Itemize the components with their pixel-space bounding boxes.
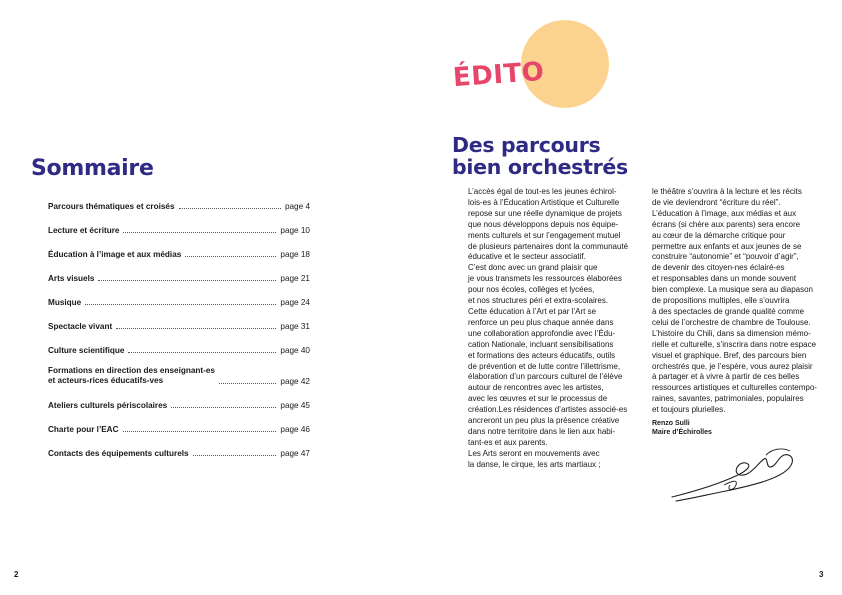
text-line: que nous développons depuis nos équipe- — [468, 219, 619, 229]
toc-leader — [219, 383, 276, 384]
toc-label: Contacts des équipements culturels — [48, 449, 189, 458]
toc-label: Lecture et écriture — [48, 226, 120, 235]
text-line: C’est donc avec un grand plaisir que — [468, 263, 598, 273]
text-line: de plusieurs partenaires dont la communauté — [468, 241, 629, 251]
text-line: visuel et graphique. Bref, des parcours bien — [652, 350, 807, 360]
text-line: orchestrés que, je l’espère, vous aurez plaisir — [652, 361, 813, 371]
edito-kicker: ÉDITO — [452, 56, 546, 94]
text-line: au cœur de la démarche critique pour — [652, 230, 786, 240]
toc-entry[interactable] — [48, 312, 310, 331]
toc-label: Parcours thématiques et croisés — [48, 202, 175, 211]
toc-entry[interactable] — [48, 288, 310, 307]
toc-page: page 46 — [280, 425, 310, 434]
text-line: dans notre territoire dans le lien aux habi- — [468, 426, 616, 436]
text-line: L’histoire du Chili, dans sa dimension mémo- — [652, 328, 811, 338]
page-number: 3 — [819, 570, 824, 579]
text-line: création.Les résidences d’artistes associé-es — [468, 405, 628, 415]
toc-leader — [193, 455, 277, 456]
edito-title — [452, 134, 712, 178]
toc-label-line2: et acteurs-rices éducatifs-ves — [48, 376, 164, 385]
text-line: repose sur une réelle dynamique de projets — [468, 208, 622, 218]
text-line: et toujours plurielles. — [652, 405, 726, 415]
toc-leader — [179, 208, 281, 209]
toc-page: page 31 — [280, 322, 310, 331]
right-page — [421, 0, 842, 595]
text-line: le théâtre s’ouvrira à la lecture et les récits — [652, 187, 802, 196]
toc-entry[interactable] — [48, 360, 310, 386]
toc-title: Sommaire — [31, 156, 154, 181]
table-of-contents — [48, 192, 310, 463]
text-line: à partager et à vivre à partir de ces belles — [652, 372, 800, 382]
page-number: 2 — [14, 570, 19, 579]
toc-entry[interactable] — [48, 240, 310, 259]
text-line: de propositions multiples, elle s’ouvrira — [652, 296, 790, 306]
text-line: raines, savantes, patrimoniales, populaires — [652, 394, 804, 404]
toc-entry[interactable] — [48, 192, 310, 211]
toc-leader — [128, 352, 276, 353]
toc-entry[interactable] — [48, 439, 310, 458]
handwritten-signature — [666, 445, 806, 505]
text-line: Les Arts seront en mouvements avec — [468, 448, 600, 458]
toc-label: Culture scientifique — [48, 346, 125, 355]
title-line: Des parcours — [452, 133, 601, 157]
toc-leader — [98, 280, 276, 281]
text-line: rielle et culturelle, s’inscrira dans notre espace — [652, 339, 817, 349]
text-line: ressources artistiques et culturelles contempo- — [652, 383, 817, 393]
text-line: autour de rencontres avec les artistes, — [468, 383, 604, 393]
text-line: ments culturels et sur l’engagement mutuel — [468, 230, 621, 240]
text-line: éducative et le secteur associatif. — [468, 252, 586, 262]
toc-entry[interactable] — [48, 336, 310, 355]
signer-role: Maire d’Échirolles — [652, 429, 712, 437]
text-line: L’éducation à l’image, aux médias et aux — [652, 208, 797, 218]
toc-label: Musique — [48, 298, 82, 307]
text-line: et responsables dans un monde souvent — [652, 274, 797, 284]
text-column-1 — [468, 187, 646, 471]
toc-label: Éducation à l’image et aux médias — [48, 250, 182, 259]
toc-label: Spectacle vivant — [48, 322, 113, 331]
toc-page: page 42 — [280, 377, 310, 386]
toc-page: page 40 — [280, 346, 310, 355]
signer-name: Renzo Sulli — [652, 420, 690, 428]
toc-leader — [171, 407, 276, 408]
toc-entry[interactable] — [48, 391, 310, 410]
toc-leader — [185, 256, 276, 257]
toc-leader — [85, 304, 276, 305]
toc-leader — [123, 232, 276, 233]
column-2-lines — [652, 187, 830, 416]
toc-page: page 10 — [280, 226, 310, 235]
toc-page: page 21 — [280, 274, 310, 283]
toc-page: page 4 — [284, 202, 310, 211]
text-line: permettre aux enfants et aux jeunes de se — [652, 241, 802, 251]
text-line: cation Nationale, incluant sensibilisations — [468, 339, 614, 349]
toc-label — [48, 366, 215, 386]
text-line: élaboration d’un parcours culturel de l’élève — [468, 372, 623, 382]
toc-leader — [116, 328, 276, 329]
toc-page: page 47 — [280, 449, 310, 458]
title-line: bien orchestrés — [452, 155, 628, 179]
toc-label-line1: Formations en direction des enseignant-es — [48, 366, 215, 375]
toc-label: Charte pour l’EAC — [48, 425, 119, 434]
toc-label: Arts visuels — [48, 274, 95, 283]
text-line: avec les œuvres et sur le processus de — [468, 394, 608, 404]
text-line: une collaboration approfondie avec l’Édu- — [468, 328, 616, 338]
toc-page: page 18 — [280, 250, 310, 259]
text-line: Cette éducation à l’Art et par l’Art se — [468, 306, 597, 316]
text-line: de devenir des citoyen-nes éclairé-es — [652, 263, 785, 273]
toc-entry[interactable] — [48, 415, 310, 434]
text-line: celui de l’orchestre de chambre de Toulouse. — [652, 317, 811, 327]
toc-leader — [123, 431, 277, 432]
text-line: construire “autonomie” et “pouvoir d’agir”, — [652, 252, 799, 262]
text-line: bien complexe. La musique sera au diapason — [652, 285, 813, 295]
text-line: je vous transmets les ressources élaborées — [468, 274, 622, 284]
text-line: renforce un peu plus chaque année dans — [468, 317, 614, 327]
toc-entry[interactable] — [48, 216, 310, 235]
text-line: de vie deviendront “écriture du réel”. — [652, 197, 781, 207]
text-line: L’accès égal de tout-es les jeunes échirol- — [468, 187, 617, 196]
text-line: et formations des acteurs éducatifs, outils — [468, 350, 616, 360]
text-line: de prévention et de lutte contre l’illettrisme, — [468, 361, 621, 371]
text-column-2 — [652, 187, 830, 437]
text-line: pour nos écoles, collèges et lycées, — [468, 285, 595, 295]
text-line: à des spectacles de grande qualité comme — [652, 306, 805, 316]
text-line: lois-es à l’Éducation Artistique et Culturelle — [468, 197, 620, 207]
text-line: ancreront un peu plus la présence créative — [468, 416, 620, 426]
text-line: écrans (si chère aux parents) sera encore — [652, 219, 801, 229]
text-line: et nos structures péri et extra-scolaires. — [468, 296, 609, 306]
toc-page: page 45 — [280, 401, 310, 410]
toc-page: page 24 — [280, 298, 310, 307]
text-line: la danse, le cirque, les arts martiaux ; — [468, 459, 601, 469]
toc-entry[interactable] — [48, 264, 310, 283]
toc-label: Ateliers culturels périscolaires — [48, 401, 168, 410]
text-line: tant-es et aux parents. — [468, 437, 548, 447]
signature-block — [652, 419, 830, 437]
